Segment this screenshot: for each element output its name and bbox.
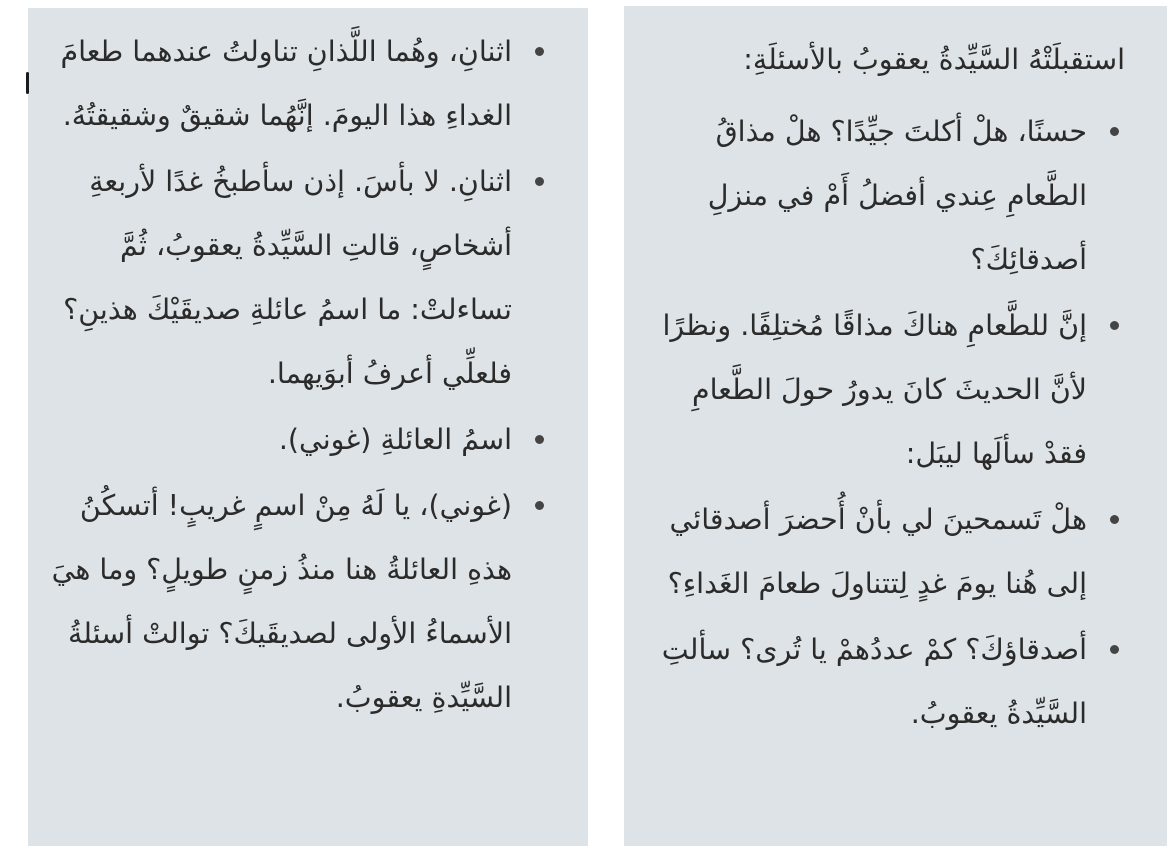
paragraph-text: هلْ تَسمحينَ لي بأنْ أُحضرَ أصدقائي إلى هُنا يومَ غدٍ لِتتناولَ طعامَ الغَداءِ؟ xyxy=(667,503,1087,600)
bullet-icon xyxy=(535,501,544,510)
bullet-icon xyxy=(535,47,544,56)
intro-line: استقبلَتْهُ السَّيِّدةُ يعقوبُ بالأسئلَةِ: xyxy=(743,43,1125,76)
paragraph-text: اسمُ العائلةِ (غوني). xyxy=(278,423,512,456)
bullet-icon xyxy=(1110,645,1119,654)
paragraph-text: أصدقاؤكَ؟ كمْ عددُهمْ يا تُرى؟ سألتِ السَّيِّدةُ يعقوبُ. xyxy=(661,633,1087,730)
list-item xyxy=(655,618,1125,746)
list-item xyxy=(50,408,550,472)
list-item xyxy=(655,294,1125,486)
left-text-block xyxy=(50,20,550,730)
list-item xyxy=(655,488,1125,616)
bullet-icon xyxy=(1110,515,1119,524)
paragraph-text: إنَّ للطَّعامِ هناكَ مذاقًا مُختلِفًا. ونظرًا لأنَّ الحديثَ كانَ يدورُ حولَ الطَّعامِ فقدْ سألَها ليبَل: xyxy=(662,309,1087,470)
scroll-marker xyxy=(26,72,29,94)
left-text-panel xyxy=(28,8,588,846)
bullet-icon xyxy=(1110,127,1119,136)
right-paragraph-list xyxy=(655,100,1125,746)
paragraph-text: اثنانِ. لا بأسَ. إذن سأطبخُ غدًا لأربعةِ أشخاصٍ، قالتِ السَّيِّدةُ يعقوبُ، ثُمَّ تساءلتْ: ما اسمُ عائلةِ صديقَيْكَ هذينِ؟ فلعلِّي أعرفُ أبوَيهما. xyxy=(63,165,512,390)
paragraph-text: (غوني)، يا لَهُ مِنْ اسمٍ غريبٍ! أتسكُنُ هذهِ العائلةُ هنا منذُ زمنٍ طويلٍ؟ وما هيَ الأسماءُ الأولى لصديقَيكَ؟ توالتْ أسئلةُ السَّيِّدةِ يعقوبُ. xyxy=(51,489,512,714)
paragraph-text: حسنًا، هلْ أكلتَ جيِّدًا؟ هلْ مذاقُ الطَّعامِ عِندي أفضلُ أَمْ في منزلِ أصدقائِكَ؟ xyxy=(707,115,1087,276)
right-text-block xyxy=(655,28,1125,746)
bullet-icon xyxy=(535,435,544,444)
left-paragraph-list xyxy=(50,20,550,730)
list-item xyxy=(50,150,550,406)
list-item xyxy=(655,100,1125,292)
paragraph-text: اثنانِ، وهُما اللَّذانِ تناولتُ عندهما طعامَ الغداءِ هذا اليومَ. إنَّهُما شقيقٌ وشقيقتُهُ. xyxy=(60,35,512,132)
bullet-icon xyxy=(1110,321,1119,330)
bullet-icon xyxy=(535,177,544,186)
list-item xyxy=(50,20,550,148)
right-text-panel xyxy=(624,6,1167,846)
list-item xyxy=(50,474,550,730)
